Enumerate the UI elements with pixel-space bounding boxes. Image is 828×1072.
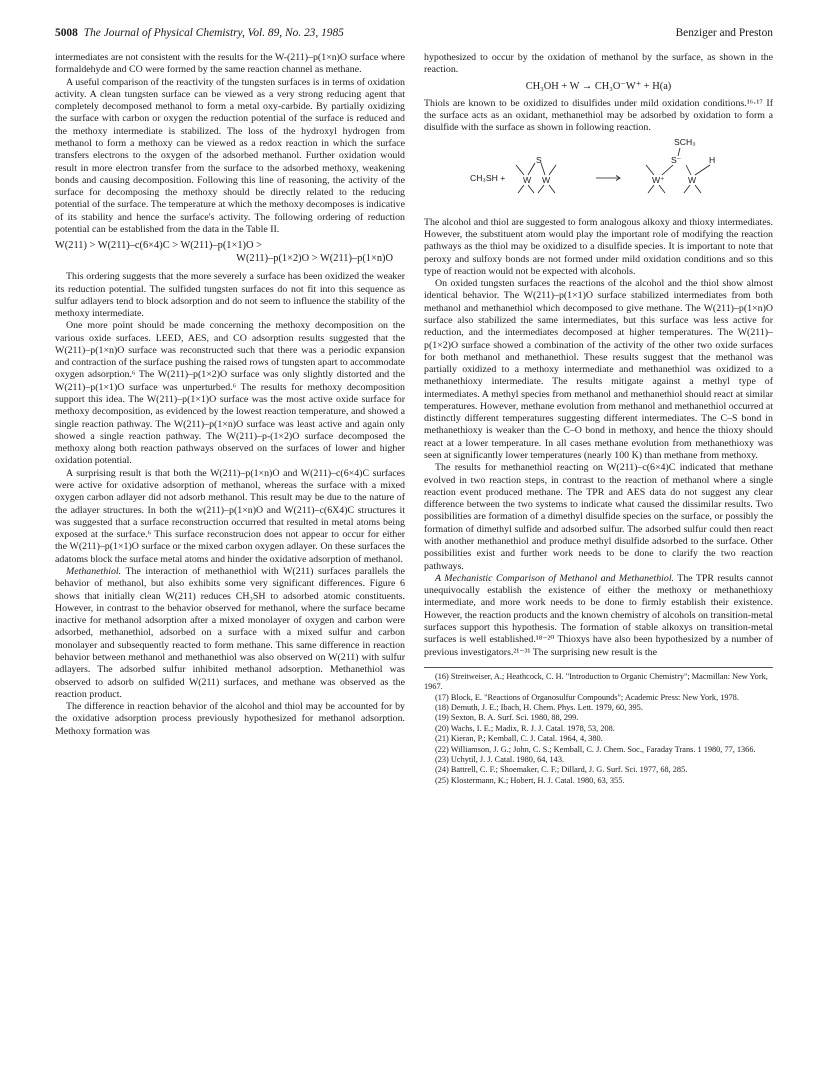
scheme-w: W xyxy=(523,174,532,185)
reaction-equation: CH₃OH + W → CH₃O⁻W⁺ + H(a) xyxy=(525,80,672,92)
paragraph: The alcohol and thiol are suggested to form analogous alkoxy and thioxy intermediates. However, the substituent atom would play the important role of modifying the reaction pathways as the thiol may be oxidized to a disulfide species. It is important to note that peroxy and sulfoxy bonds are not formed under mild oxidation conditions and so this type of reaction would not be expected with alcohols. xyxy=(424,216,773,277)
reference-item: (22) Williamson, J. G.; John, C. S.; Kemball, C. J. Chem. Soc., Faraday Trans. 1 1980, 77, 1366. xyxy=(435,744,756,754)
paragraph: Thiols are known to be oxidized to disulfides under mild oxidation conditions.¹⁶·¹⁷ If the surface acts as an oxidant, methanethiol may be adsorbed by oxidation to form a disulfide with the surface as shown in following reaction. xyxy=(424,97,773,134)
scheme-w: W xyxy=(688,174,697,185)
bond-line xyxy=(549,165,556,175)
reference-item: (25) Klostermann, K.; Hobert, H. J. Catal. 1980, 63, 355. xyxy=(435,775,625,785)
scheme-h: H xyxy=(709,154,716,165)
bond-line xyxy=(686,165,691,175)
paragraph: The results for methanethiol reacting on W(211)–c(6×4)C indicated that methane evolved in two reaction steps, in contrast to the reaction of methanol where a single reaction event produced methane. The TPR and AES data do not suggest any clear difference between the two systems to indicate what caused the dissimilar results. Two possibilities are formation of a dimethyl disulfide species on the surface, or possibly the formation of dimethyl sulfide and adsorbed sulfur. The adsorbed sulfur could then react with another methanethiol and produce methyl disulfide adsorbed to the surface. Other possibilities exist and further work needs to be done to clarify the two reaction pathways. xyxy=(424,462,773,572)
bond-line xyxy=(695,165,710,175)
paragraph: intermediates are not consistent with the results for the W-(211)–p(1×n)O surface where formaldehyde and CO were formed by the same reaction channel as methane. xyxy=(55,52,405,76)
reference-item: (19) Sexton, B. A. Surf. Sci. 1980, 88, 299. xyxy=(435,713,579,723)
scheme-sch3: SCH₃ xyxy=(674,136,696,147)
left-column xyxy=(55,52,405,738)
paragraph: A surprising result is that both the W(211)–p(1×n)O and W(211)–c(6×4)C surfaces were active for oxidative adsorption of methanol, whereas the surface with a mixed oxygen carbon adlayer did not adsorb methanol. This result may be due to the nature of the adlayer structures. In both the w(211)–p(1×n)O and W(211)–c(6X4)C structures it was suggested that a surface reconstruction occurred that resulted in metal atoms being exposed at the surface.⁶ This surface reconstrucion does not appear to occur for either the W(211)–p(1×1)O surface or the mixed carbon oxygen adlayer. On these surfaces the adatoms block the surface metal atoms and hinder the oxidative adsorption of methanol. xyxy=(55,467,405,565)
paragraph: One more point should be made concerning the methoxy decomposition on the various oxide surfaces. LEED, AES, and CO adsorption results suggested that the W(211)–p(1×n)O surface was reconstructed such that there was a periodic expansion and contraction of the surface pushing the raised rows of tungsten apart to accommodate oxygen adsorption.⁶ The W(211)–p(1×2)O surface was only slightly distorted and the W(211)–p(1×1)O surface was unperturbed.⁶ The results for methoxy decomposition support this idea. The W(211)–p(1×1)O surface was the most active oxide surface for methoxy decomposition, as evidenced by the lowest reaction temperature, and showed a single reaction pathway. The W(211)–p(1×n)O surface was least active and again only showed a single reaction pathway. The W(211)–p-(1×2)O surface decomposed the methoxy along both reaction pathways observed on the surfaces of lower and higher oxidation potential. xyxy=(55,320,405,467)
bond-line xyxy=(528,185,534,193)
section-heading: A Mechanistic Comparison of Methanol and Methanethiol. xyxy=(435,572,675,584)
paragraph: The difference in reaction behavior of the alcohol and thiol may be accounted for by the oxidative adsorption process previously hypothesized for methanol adsorption. Methoxy formation was xyxy=(55,701,405,737)
scheme-reactant: CH₃SH + xyxy=(470,172,506,183)
page-number: 5008 xyxy=(55,27,78,39)
reference-item: (21) Kieran, P.; Kemball, C. J. Catal. 1964, 4, 380. xyxy=(435,734,603,744)
reference-item: (17) Block, E. "Reactions of Organosulfur Compounds"; Academic Press: New York, 1978. xyxy=(435,692,739,702)
reference-item: (23) Uchytil, J. J. Catal. 1980, 64, 143. xyxy=(435,755,565,765)
bond-line xyxy=(528,163,535,175)
scheme-w-plus: W⁺ xyxy=(652,174,665,185)
reaction-scheme-drawing xyxy=(424,137,773,213)
running-authors: Benziger and Preston xyxy=(675,27,773,39)
reference-item: (24) Battrell, C. F.; Shoemaker, C. F.; Dillard, J. G. Surf. Sci. 1977, 68, 285. xyxy=(435,765,688,775)
bond-line xyxy=(646,165,654,175)
section-heading: Methanethiol. xyxy=(66,565,122,577)
journal-citation: The Journal of Physical Chemistry, Vol. 89, No. 23, 1985 xyxy=(83,27,344,39)
bond-line xyxy=(684,185,690,193)
reference-item: (20) Wachs, I. E.; Madix, R. J. J. Catal. 1978, 53, 208. xyxy=(435,723,615,733)
scheme-s-minus: S⁻ xyxy=(671,154,682,165)
bond-line xyxy=(516,165,524,175)
references-list xyxy=(424,667,773,786)
thiol-oxidation-scheme xyxy=(424,137,773,213)
paragraph: This ordering suggests that the more severely a surface has been oxidized the weaker its reduction potential. The sulfided tungsten surfaces do not fit into this sequence as sulfur adlayers tend to block adsorption and do not seem to influence the stability of the methoxy intermediate. xyxy=(55,271,405,320)
paragraph: On oxided tungsten surfaces the reactions of the alcohol and the thiol show almost identical behavior. The W(211)–p(1×1)O surface stabilized intermediates from both methanol and methanethiol which decomposed to give methane. The W(211)–p(1×n)O surface also stabilized the same intermediates, but this surface was less active for reduction, and the intermediates decomposed at higher temperatures. The W(211)–p(1×2)O surface showed a combination of the activity of the other two oxide surfaces for both methanol and methanethiol. These results suggest that the methanol was partially oxidized to a methoxy intermediate and methanethiol was oxidized to a methanethioxy intermediate. The results mitigate against a methyl type of intermediates. A methyl species from methanol and methanethiol should react at similar temperatures. However, methane evolution from methanol and methanethiol occurred at distinctly different temperatures suggesting different intermediates. The C–S bond in methanethioxy is weaker than the C–O bond in methoxy, and hence the thioxy should react at a lower temperature. In all cases methane evolution from methanethioxy was seen at significantly lower temperatures (nearly 100 K) than methane from methoxy. xyxy=(424,278,773,462)
scheme-s-left: S xyxy=(536,154,542,165)
ordering-line: W(211)–p(1×2)O > W(211)–p(1×n)O xyxy=(236,253,393,265)
bond-line xyxy=(538,185,544,193)
paragraph-text: The TPR results cannot unequivocally establish the existence of either the methoxy or methanethioxy intermediate, and more work needs to be done to firmly establish their existence. However, the reaction products and the known chemistry of alcohols on transition-metal surfaces support this hypothesis. The formation of stable alkoxys on transition-metal surfaces is well established.¹⁸⁻²⁰ Thioxys have also been hypothesized by a number of previous investigators.²¹⁻³¹ The surprising new result is the xyxy=(424,572,773,658)
bond-line xyxy=(695,185,701,193)
reference-item: (18) Demuth, J. E.; Ibach, H. Chem. Phys. Lett. 1979, 60, 395. xyxy=(435,703,643,713)
bond-line xyxy=(648,185,654,193)
bond-line xyxy=(662,165,673,175)
right-column xyxy=(424,52,773,786)
bond-line xyxy=(659,185,665,193)
paragraph: A useful comparison of the reactivity of the tungsten surfaces is in terms of oxidation activity. A clean tungsten surface can be viewed as a very strong reducing agent that completely decomposed methanol to form a metal oxy-carbide. By partially oxidizing the surface with carbon or oxygen the reduction potential of the surface is reduced and the methoxy intermediate is stabilized. The loss of the hydroxyl hydrogen from methanol to form a methoxy can be viewed as a redox reaction in which the surface transfers electrons to the oxygen of the adsorbed methanol. Further oxidation would result in more electron transfer from the surface to the adsorbed methoxy, weakening bonds and causing decomposition. Following this line of reasoning, the activity of the surface for decomposing the methoxy should be directly related to the reducing potential of the surface. The temperature at which the methoxy decomposes is indicative of its stability and hence the surface's activity. The following ordering of reduction potential can be established from the data in the Table II. xyxy=(55,76,405,235)
page-header xyxy=(55,27,773,43)
paragraph xyxy=(55,566,405,701)
reduction-ordering xyxy=(55,239,405,265)
paragraph: hypothesized to occur by the oxidation of methanol by the surface, as shown in the reaction. xyxy=(424,52,773,76)
bond-line xyxy=(541,163,545,175)
bond-line xyxy=(518,185,524,193)
scheme-w: W xyxy=(542,174,551,185)
reference-item: (16) Streitweiser, A.; Heathcock, C. H. "Introduction to Organic Chemistry"; Macmillan: New York, 1967. xyxy=(424,671,768,692)
bond-line xyxy=(549,185,555,193)
paragraph-text: The interaction of methanethiol with W(211) surfaces parallels the behavior of methanol, but also exhibits some very significant differences. Figure 6 shows that initially clean W(211) reduces CH₃SH to adsorbed atomic constituents. However, in contrast to the behavior observed for methanol, where the surface became inactive for methanol adsorption after a mixed monolayer of oxygen and carbon were adsorbed, methanethiol, adsorbed on a surface with a mixed sulfur and carbon monolayer and subsequently reacted to form methane. This same difference in reaction behavior between methanol and methanethiol was also observed on W(211) with sulfur adlayers. The adsorbed sulfur inhibited methanol adsorption. Methanethiol was observed to adsorb on sulfided W(211) surfaces, and methane was observed as the reaction product. xyxy=(55,565,405,700)
paragraph xyxy=(424,573,773,659)
ordering-line: W(211) > W(211)–c(6×4)C > W(211)–p(1×1)O > xyxy=(55,240,262,252)
